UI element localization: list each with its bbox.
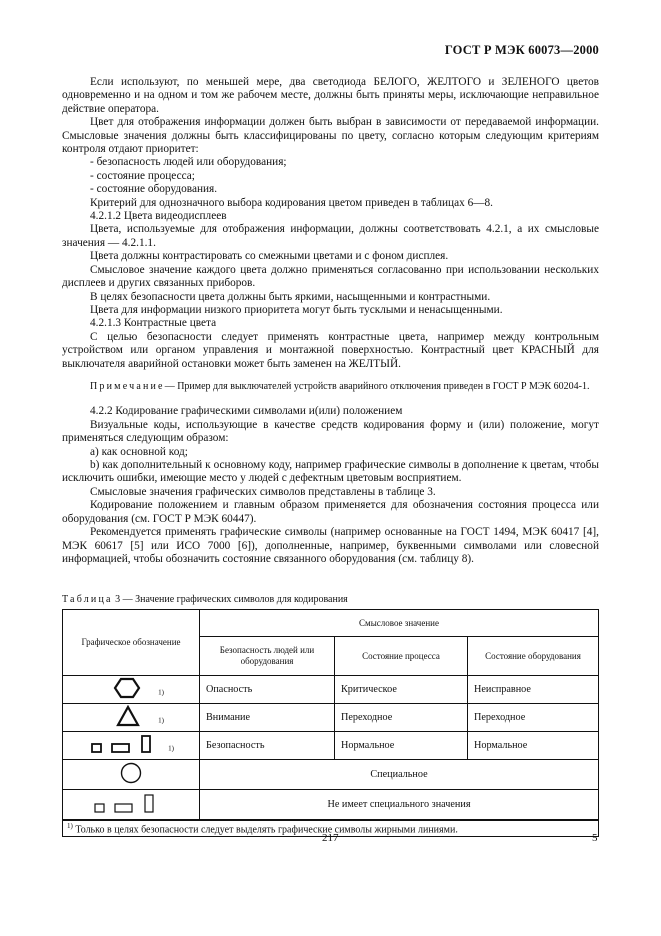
paragraph: Если используют, по меньшей мере, два светодиода БЕЛОГО, ЖЕЛТОГО и ЗЕЛЕНОГО цветов одновременно и на одном и том же рабочем месте, должны быть приняты меры, исключающие неправильное действие оператора. — [62, 76, 599, 115]
paragraph: Визуальные коды, использующие в качестве средств кодирования форму и (или) положение, могут применяться следующим образом: — [62, 418, 599, 445]
subheader-process: Состояние процесса — [335, 637, 468, 676]
subheader-safety: Безопасность людей или оборудования — [200, 637, 335, 676]
list-item: - безопасность людей или оборудования; — [90, 156, 287, 169]
table-cell: Опасность — [200, 676, 335, 704]
list-item: b) как дополнительный к основному коду, например графические символы в дополнение к цветам, чтобы исключить ошибки, имеющие место у людей с дефектным цветовым восприятием. — [62, 459, 599, 485]
symbol-cell — [63, 790, 200, 821]
footnote-text: Только в целях безопасности следует выделять графические символы жирными линиями. — [75, 824, 458, 836]
paragraph: Цвета для информации низкого приоритета могут быть тусклыми и ненасыщенными. — [90, 303, 503, 316]
list-item: - состояние процесса; — [90, 169, 195, 182]
table-row — [63, 790, 599, 821]
paragraph: Смысловое значение каждого цвета должно применяться согласованно при использовании нескольких дисплеев и других связанных приборов. — [62, 263, 599, 290]
table-cell-none: Не имеет специального значения — [200, 790, 599, 821]
symbols-table — [62, 609, 599, 837]
hexagon-icon — [98, 677, 158, 699]
paragraph: Цвет для отображения информации должен быть выбран в зависимости от передаваемой информации. Смысловые значения должны быть классифицированы по цвету, согласно которым следующим критериям контроля отдают приоритет: — [62, 116, 599, 156]
table-cell-special: Специальное — [200, 760, 599, 790]
table-cell: Нормальное — [468, 732, 599, 760]
note — [62, 381, 599, 394]
section-heading: 4.2.1.2 Цвета видеодисплеев — [90, 210, 227, 223]
paragraph: С целью безопасности следует применять контрастные цвета, например между контрольным устройством или органом управления и монтажной поверхностью. Контрастный цвет КРАСНЫЙ для выключателя аварийной остановки может быть заменен на ЖЕЛТЫЙ. — [62, 330, 599, 370]
table-cell: Переходное — [468, 704, 599, 732]
table-cell: Неисправное — [468, 676, 599, 704]
paragraph: Рекомендуется применять графические символы (например основанные на ГОСТ 1494, МЭК 60417 [4], МЭК 60617 [5] или ИСО 7000 [6]), дополненные, например, буквенными символами или словесной информацией, чтобы обозначить состояние связанного оборудования (см. таблицу 8). — [62, 526, 599, 565]
paragraph: Кодирование положением и главным образом применяется для обозначения состояния процесса или оборудования (см. ГОСТ Р МЭК 60447). — [62, 499, 599, 525]
page-number-right: 5 — [592, 832, 598, 844]
document-header: ГОСТ Р МЭК 60073—2000 — [444, 43, 599, 57]
rectangles-thin-icon — [91, 791, 171, 815]
symbol-cell — [63, 760, 200, 790]
footnote-mark: 1) — [158, 688, 164, 697]
table-row — [63, 732, 599, 760]
paragraph: В целях безопасности цвета должны быть яркими, насыщенными и контрастными. — [90, 290, 491, 303]
footnote-mark: 1) — [168, 744, 174, 753]
table-cell: Нормальное — [335, 732, 468, 760]
paragraph: Цвета, используемые для отображения информации, должны соответствовать 4.2.1, а их смысловые значения — 4.2.1.1. — [62, 223, 599, 249]
list-item: a) как основной код; — [90, 445, 188, 458]
symbol-cell — [63, 704, 200, 732]
note-label: Примечание — [90, 380, 165, 392]
subheader-equipment: Состояние оборудования — [468, 637, 599, 676]
section-heading: 4.2.1.3 Контрастные цвета — [90, 317, 217, 330]
body-text — [62, 76, 599, 566]
table-caption-text: 3 — Значение графических символов для кодирования — [115, 594, 348, 605]
symbol-cell — [63, 676, 200, 704]
paragraph: Смысловые значения графических символов представлены в таблице 3. — [90, 485, 436, 498]
table-cell: Безопасность — [200, 732, 335, 760]
paragraph: Цвета должны контрастировать со смежными цветами и с фоном дисплея. — [90, 250, 449, 263]
symbol-cell — [63, 732, 200, 760]
table-cell: Критическое — [335, 676, 468, 704]
list-item: - состояние оборудования. — [90, 183, 218, 196]
table-row — [63, 704, 599, 732]
col-meaning-header: Смысловое значение — [200, 610, 599, 637]
table-caption-label: Таблица — [62, 594, 113, 605]
col-symbol-header: Графическое обозначение — [63, 610, 200, 676]
page-number-center: 217 — [322, 832, 339, 844]
circle-icon — [101, 761, 161, 785]
paragraph: Критерий для однозначного выбора кодирования цветом приведен в таблицах 6—8. — [90, 196, 494, 209]
table-caption — [62, 594, 348, 605]
table-header-row — [63, 610, 599, 637]
table-row — [63, 760, 599, 790]
table-row — [63, 676, 599, 704]
note-text: — Пример для выключателей устройств аварийного отключения приведен в ГОСТ Р МЭК 60204-1. — [164, 380, 590, 392]
footnote-mark: 1) — [67, 822, 73, 830]
triangle-icon — [98, 705, 158, 727]
section-heading: 4.2.2 Кодирование графическими символами и(или) положением — [90, 405, 403, 418]
table-cell: Внимание — [200, 704, 335, 732]
footnote-mark: 1) — [158, 716, 164, 725]
rectangles-icon — [88, 733, 168, 755]
table-cell: Переходное — [335, 704, 468, 732]
